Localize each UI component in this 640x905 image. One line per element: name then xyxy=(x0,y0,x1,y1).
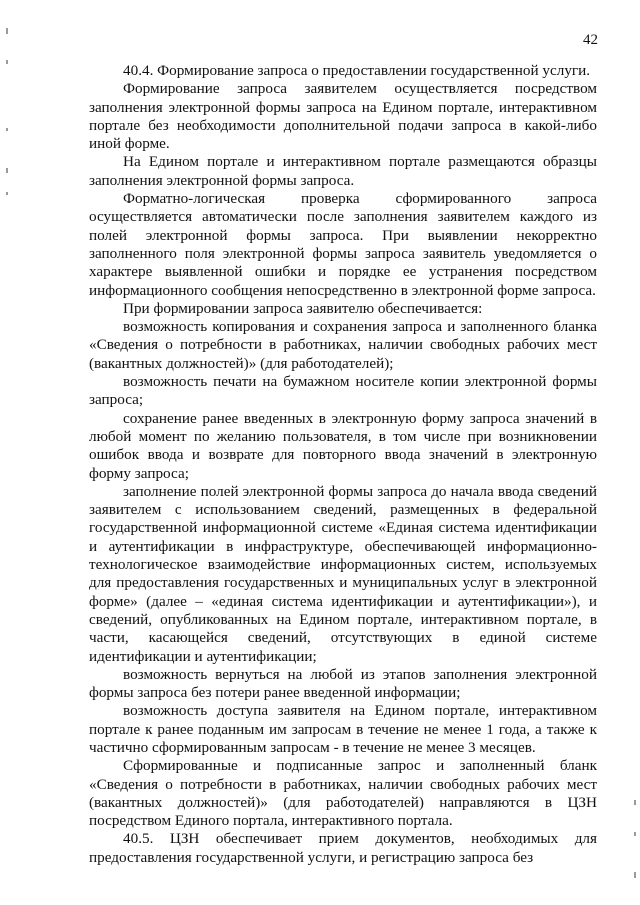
list-paragraph: возможность доступа заявителя на Едином портале, интерактивном портале к ранее поданным им запросам в течение не менее 1 года, а также к частично сформированным запросам - в течение не менее 3 месяцев. xyxy=(89,702,597,756)
scan-edge-mark xyxy=(634,832,636,836)
document-body xyxy=(89,62,597,867)
section-heading: 40.4. Формирование запроса о предоставлении государственной услуги. xyxy=(123,62,591,79)
scan-edge-mark xyxy=(634,872,636,878)
paragraph: Сформированные и подписанные запрос и заполненный бланк «Сведения о потребности в работниках, наличии свободных рабочих мест (вакантных должностей)» (для работодателей) направляются в ЦЗН посредством Единого портала, интерактивного портала. xyxy=(89,757,597,830)
paragraph: При формировании запроса заявителю обеспечивается: xyxy=(123,299,483,317)
scan-edge-mark xyxy=(6,28,8,34)
scan-edge-mark xyxy=(6,192,8,195)
list-paragraph: заполнение полей электронной формы запроса до начала ввода сведений заявителем с использованием сведений, размещенных в федеральной государственной информационной системе «Единая система идентификации и аутентификации в инфраструктуре, обеспечивающей информационно-технологическое взаимодействие информационных систем, используемых для предоставления государственных и муниципальных услуг в электронной форме» (далее – «единая система идентификации и аутентификации»), и сведений, опубликованных на Едином портале, интерактивном портале, в части, касающейся сведений, отсутствующих в единой системе идентификации и аутентификации; xyxy=(89,482,597,665)
list-paragraph: возможность копирования и сохранения запроса и заполненного бланка «Сведения о потребности в работниках, наличии свободных рабочих мест (вакантных должностей)» (для работодателей); xyxy=(89,318,597,372)
paragraph: Формирование запроса заявителем осуществляется посредством заполнения электронной формы запроса на Едином портале, интерактивном портале без необходимости дополнительной подачи запроса в какой-либо иной форме. xyxy=(89,80,597,153)
scan-edge-mark xyxy=(6,60,8,64)
list-paragraph: возможность вернуться на любой из этапов заполнения электронной формы запроса без потери ранее введенной информации; xyxy=(89,665,597,702)
scan-edge-mark xyxy=(6,128,8,131)
list-paragraph: возможность печати на бумажном носителе копии электронной формы запроса; xyxy=(89,373,597,409)
scan-edge-mark xyxy=(634,800,636,805)
list-paragraph: сохранение ранее введенных в электронную форму запроса значений в любой момент по желанию пользователя, в том числе при возникновении ошибок ввода и возврате для повторного ввода значений в электронную форму запроса; xyxy=(89,409,597,482)
paragraph: На Едином портале и интерактивном портале размещаются образцы заполнения электронной формы запроса. xyxy=(89,153,597,189)
page-number: 42 xyxy=(583,32,598,48)
scan-edge-mark xyxy=(6,168,8,173)
section-paragraph: 40.5. ЦЗН обеспечивает прием документов, необходимых для предоставления государственной услуги, и регистрацию запроса без xyxy=(89,830,597,866)
paragraph: Форматно-логическая проверка сформированного запроса осуществляется автоматически после заполнения заявителем каждого из полей электронной формы запроса. При выявлении некорректно заполненного поля электронной формы запроса заявитель уведомляется о характере выявленной ошибки и порядке ее устранения посредством информационного сообщения непосредственно в электронной форме запроса. xyxy=(89,190,597,299)
